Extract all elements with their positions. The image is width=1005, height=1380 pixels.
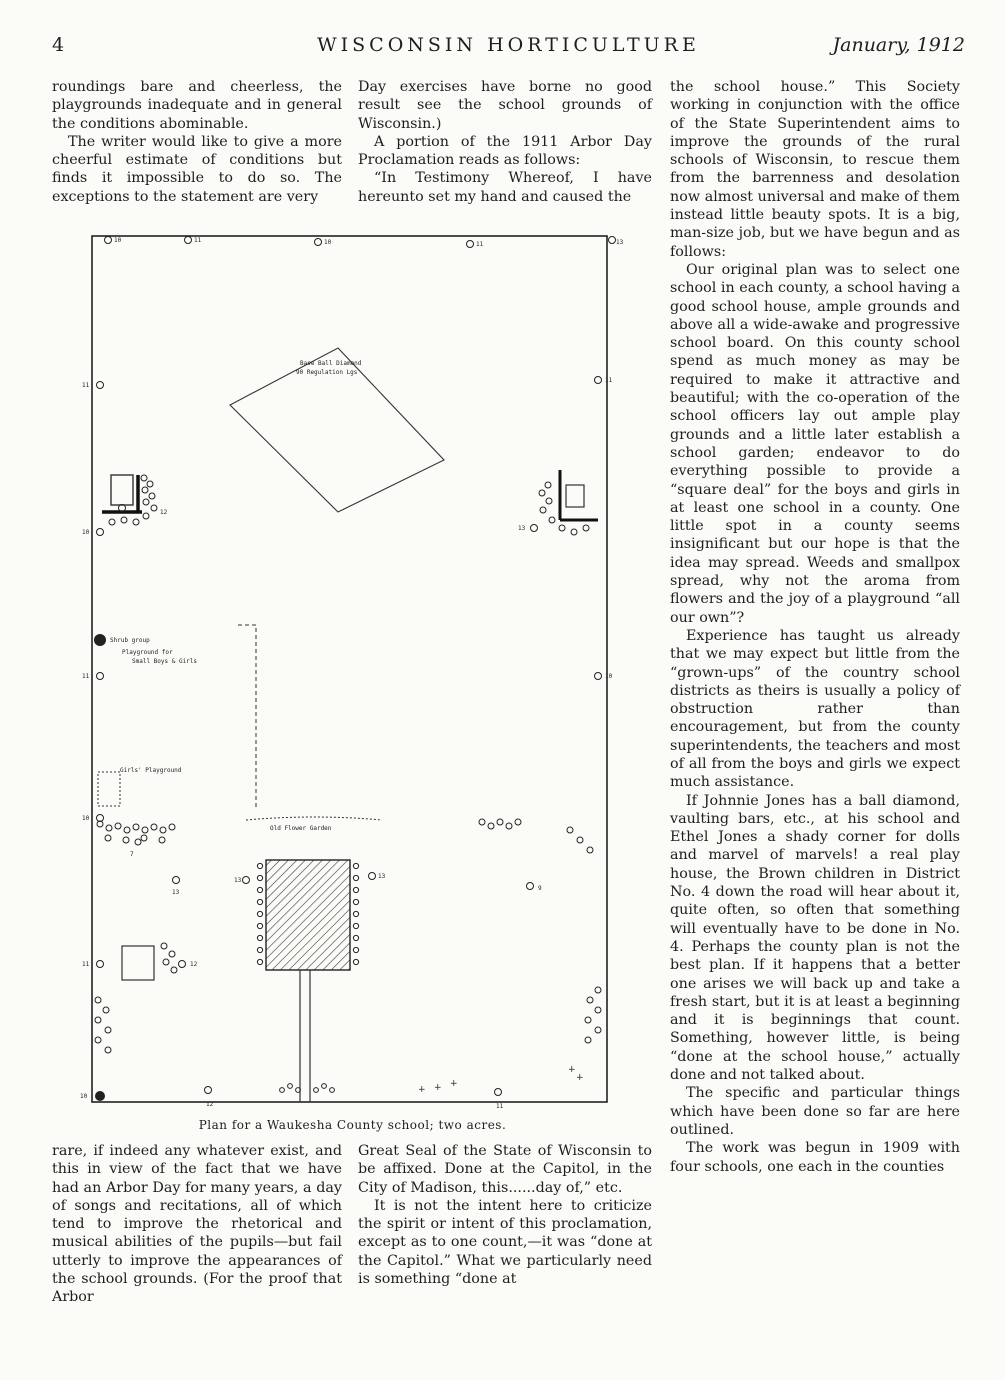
- tree-marker: [130, 839, 141, 858]
- play-house: [111, 475, 133, 505]
- front-walk: [300, 970, 310, 1102]
- flower-garden-note: Old Flower Garden: [270, 825, 332, 832]
- page-header: [52, 34, 965, 60]
- page-number: 4: [52, 34, 65, 56]
- svg-text:12: 12: [190, 961, 198, 968]
- svg-text:11: 11: [496, 1103, 504, 1110]
- tree-marker: [369, 873, 386, 881]
- svg-text:10: 10: [82, 815, 90, 822]
- svg-text:+: +: [450, 1079, 458, 1089]
- tree-marker: [527, 883, 543, 893]
- svg-text:+: +: [434, 1083, 442, 1093]
- tree-marker: [185, 237, 202, 245]
- column-1-bottom: [52, 1142, 342, 1307]
- svg-text:10: 10: [605, 673, 613, 680]
- column-3: [670, 78, 960, 1176]
- paragraph: It is not the intent here to criticize the spirit or intent of this proclamation, except as to one count,—it was “done at the Capitol.” What we particularly need is something “done at: [358, 1197, 652, 1288]
- svg-text:+: +: [576, 1073, 584, 1083]
- figure-caption: Plan for a Waukesha County school; two acres.: [198, 1118, 507, 1132]
- svg-text:11: 11: [82, 382, 90, 389]
- girls-play-area: [98, 772, 120, 806]
- svg-text:10: 10: [324, 239, 332, 246]
- svg-text:13: 13: [616, 239, 623, 246]
- tree-marker: [105, 237, 122, 245]
- svg-text:11: 11: [82, 961, 90, 968]
- svg-text:12: 12: [160, 509, 168, 516]
- ball-diamond-note: Base Ball Diamond: [300, 360, 362, 367]
- svg-text:10: 10: [114, 237, 122, 244]
- svg-text:7: 7: [130, 851, 134, 858]
- svg-text:10: 10: [80, 1093, 88, 1100]
- shrub-group-lower-left-corner: [95, 997, 111, 1053]
- tree-marker: [234, 877, 250, 885]
- svg-text:10: 10: [82, 529, 90, 536]
- shrub-group-right: [539, 482, 589, 535]
- ball-diamond-note-sub: 90 Regulation Lgs: [296, 369, 358, 376]
- small-playground-boundary: [238, 625, 256, 810]
- tree-marker: [609, 237, 624, 247]
- paragraph: Our original plan was to select one school in each county, a school having a good school house, ample grounds and above all a wide-awake and progressive school board. On this county school spend as much money as may be required to make it attractive and beautiful; with the co-operation of the school officers lay out ample play grounds and a little later establish a school garden; endeavor to do everything possible to provide a “square deal” for the boys and girls in at least one school in a county. One little spot in a county seems insignificant but our hope is that the idea may spread. Weeds and smallpox spread, why not the aroma from flowers and the joy of a playground “all our own”?: [670, 261, 960, 626]
- play-house-right: [566, 485, 584, 507]
- svg-text:11: 11: [476, 241, 484, 248]
- tree-marker: [595, 377, 613, 385]
- tree-marker: [467, 241, 484, 249]
- column-1-top: [52, 78, 342, 206]
- svg-text:9: 9: [538, 885, 542, 892]
- issue-date: January, 1912: [832, 34, 965, 56]
- svg-text:11: 11: [605, 377, 613, 384]
- svg-text:13: 13: [234, 877, 242, 884]
- svg-text:12: 12: [206, 1101, 214, 1108]
- tree-marker: [172, 877, 180, 897]
- shrub-group-lower-right-corner: [585, 987, 601, 1043]
- girls-playground-note: Girls' Playground: [120, 767, 182, 774]
- paragraph: The work was begun in 1909 with four schools, one each in the counties: [670, 1140, 960, 1175]
- paragraph: rare, if indeed any whatever exist, and this in view of the fact that we have had an Arbor Day for many years, a day of songs and recitations, all of which tend to improve the rhetorical and musical abilities of the pupils—but fail utterly to improve the appearances of the school grounds. (For the proof that Arbor: [52, 1143, 342, 1306]
- publication-title: WISCONSIN HORTICULTURE: [317, 34, 700, 56]
- paragraph: Great Seal of the State of Wisconsin to be affixed. Done at the Capitol, in the City of Madison, this......day of,” etc.: [358, 1143, 652, 1196]
- svg-text:13: 13: [172, 889, 180, 896]
- flower-garden-border: [246, 817, 382, 820]
- shrub-group: [94, 634, 106, 646]
- paragraph: If Johnnie Jones has a ball diamond, vaulting bars, etc., at his school and Ethel Jones a shady corner for dolls and marvel of marvels! a real play house, the Brown children in District No. 4 down the road will hear about it, quite often, so often that something will eventually have to be done in No. 4. Perhaps the county plan is not the best plan. If it happens that a better one arises we will back up and take a fresh start, but it is at least a beginning and it is beginnings that count. Something, however little, is being “done at the school house,” actually done and not talked about.: [670, 792, 960, 1084]
- paragraph: “In Testimony Whereof, I have hereunto set my hand and caused the: [358, 170, 652, 205]
- svg-text:11: 11: [194, 237, 202, 244]
- tree-marker: [595, 673, 613, 681]
- outbuilding: [122, 946, 154, 980]
- shrub-group-outbuilding: [161, 943, 177, 973]
- entrance-planting: [280, 1084, 335, 1093]
- svg-text:+: +: [568, 1065, 576, 1075]
- shrub-group-note: Shrub group: [110, 637, 150, 644]
- tree-marker: [205, 1087, 214, 1109]
- paragraph: Experience has taught us already that we may expect but little from the “grown-ups” of the country school districts as theirs is usually a policy of obstruction rather than encouragement, but from the county superintendents, the teachers and most of all from the boys and girls we expect much assistance.: [670, 627, 960, 791]
- tree-marker: [315, 239, 332, 247]
- shrub-row-right: [479, 819, 593, 853]
- playground-note: Playground for: [122, 649, 173, 656]
- svg-text:11: 11: [82, 673, 90, 680]
- svg-text:13: 13: [378, 873, 386, 880]
- school-house: [266, 860, 350, 970]
- paragraph: A portion of the 1911 Arbor Day Proclamation reads as follows:: [358, 133, 652, 169]
- playground-note-sub: Small Boys & Girls: [132, 658, 198, 665]
- tree-marker: [495, 1089, 504, 1111]
- paragraph: Day exercises have borne no good result see the school grounds of Wisconsin.): [358, 79, 652, 132]
- svg-text:13: 13: [518, 525, 526, 532]
- paragraph: The writer would like to give a more cheerful estimate of conditions but finds it impossible to do so. The exceptions to the statement are very: [52, 133, 342, 205]
- paragraph: roundings bare and cheerless, the playgrounds inadequate and in general the conditions abominable.: [52, 79, 342, 132]
- tree-marker: [518, 525, 538, 533]
- paragraph: The specific and particular things which have been done so far are here outlined.: [670, 1085, 960, 1138]
- svg-text:+: +: [418, 1085, 426, 1095]
- school-ground-plan: [78, 230, 623, 1110]
- tree-markers: [80, 237, 623, 1111]
- tree-marker: [179, 961, 198, 969]
- column-2-bottom: [358, 1142, 652, 1288]
- paragraph: the school house.” This Society working in conjunction with the office of the State Superintendent aims to improve the grounds of the rural schools of Wisconsin, to rescue them from the barrenness and desolation now almost universal and make of them instead little beauty spots. It is a big, man-size job, but we have begun and as follows:: [670, 79, 960, 260]
- column-2-top: [358, 78, 652, 206]
